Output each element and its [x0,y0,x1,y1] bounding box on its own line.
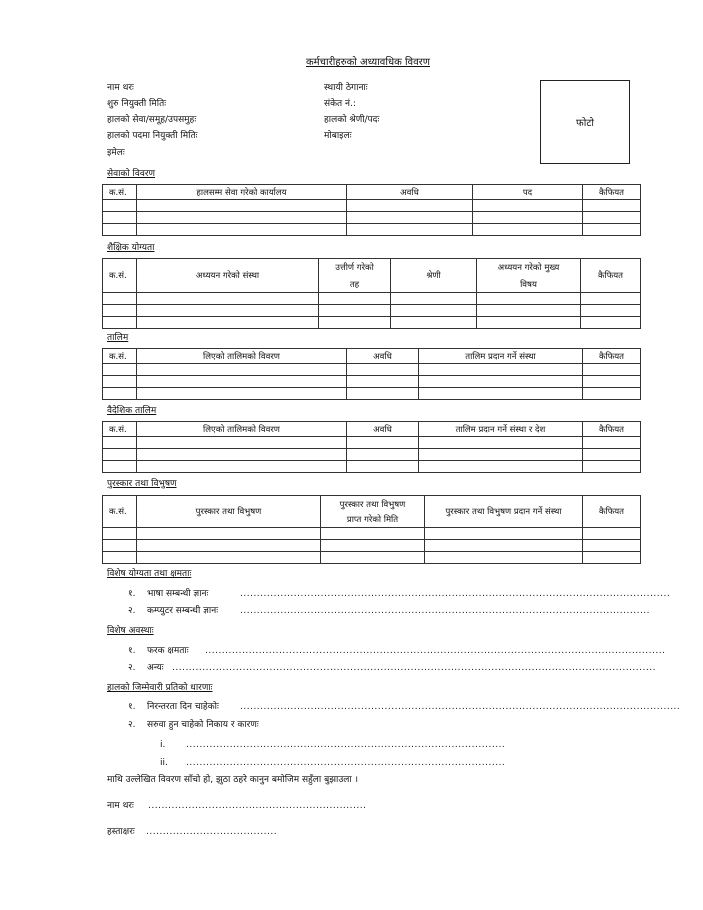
table-header-row [103,422,641,437]
training-table [102,348,641,400]
table-cell[interactable] [103,305,137,317]
header-line: प्राप्त गरेको मिति [346,514,399,525]
table-row [103,364,641,376]
skill-item-num: १. [128,589,136,599]
responsibility-item-num: २. [128,720,136,730]
table-cell[interactable] [419,376,583,388]
table-cell[interactable] [103,461,137,473]
table-header: कैफियत [583,185,641,200]
table-row [103,212,641,224]
table-cell[interactable] [347,212,473,224]
header-line: अध्ययन गरेको मुख्य [497,262,560,273]
continue-field[interactable]: ................................................................................................................................... [240,702,681,712]
table-header: तालिम प्रदान गर्ने संस्था र देश [419,422,583,437]
service-section-title: सेवाको विवरण [107,169,156,179]
table-cell[interactable] [137,317,319,329]
table-cell[interactable] [137,540,321,552]
foreign-training-table [102,421,641,473]
table-cell[interactable] [319,305,391,317]
continue-label: निरन्तरता दिन चाहेकोः [147,702,219,712]
table-cell[interactable] [347,461,419,473]
table-cell[interactable] [583,552,641,564]
table-cell[interactable] [583,376,641,388]
table-row [103,224,641,236]
table-cell[interactable] [103,552,137,564]
photo-label: फोटो [576,118,594,129]
table-cell[interactable] [583,437,641,449]
table-cell[interactable] [419,449,583,461]
table-cell[interactable] [477,293,581,305]
header-line: पुरस्कार तथा विभुषण [339,499,406,510]
training-section-title: तालिम [107,333,129,343]
table-row [103,552,641,564]
transfer-reason-field[interactable]: ............................................................................................... [186,740,506,750]
table-header: हालसम्म सेवा गरेको कार्यालय [137,185,347,200]
table-header: लिएको तालिमको विवरण [137,422,347,437]
table-header: कैफियत [583,422,641,437]
table-cell[interactable] [583,461,641,473]
foreign-training-section-title: वैदेशिक तालिम [107,406,157,416]
photo-box [540,80,630,164]
table-cell[interactable] [103,449,137,461]
table-cell[interactable] [583,449,641,461]
table-cell[interactable] [477,317,581,329]
table-cell[interactable] [103,293,137,305]
table-header-row [103,349,641,364]
table-row [103,437,641,449]
table-header [321,496,425,528]
transfer-sub-num: ii. [160,758,168,768]
table-header: तालिम प्रदान गर्ने संस्था [419,349,583,364]
table-row [103,449,641,461]
page-title: कर्मचारीहरुको अध्यावधिक विवरण [306,57,430,68]
table-header: क.सं. [103,259,137,293]
table-cell[interactable] [473,200,583,212]
table-header: लिएको तालिमको विवरण [137,349,347,364]
transfer-reason-field[interactable]: ............................................................................................... [186,758,506,768]
table-cell[interactable] [137,449,347,461]
other-label: अन्यः [147,663,164,673]
table-cell[interactable] [583,224,641,236]
table-cell[interactable] [103,200,137,212]
language-knowledge-label: भाषा सम्बन्धी ज्ञानः [147,589,209,599]
table-row [103,461,641,473]
table-cell[interactable] [425,552,583,564]
education-table [102,258,641,329]
table-header: कैफियत [583,349,641,364]
table-cell[interactable] [137,293,319,305]
declaration-text: माथि उल्लेखित विवरण साँचो हो, झुठा ठहरे कानुन बमोजिम सहुँला बुझाउला । [107,775,359,785]
table-cell[interactable] [103,437,137,449]
table-cell[interactable] [391,317,477,329]
table-cell[interactable] [473,224,583,236]
table-cell[interactable] [103,364,137,376]
table-cell[interactable] [473,212,583,224]
table-cell[interactable] [419,461,583,473]
table-header [319,259,391,293]
table-cell[interactable] [477,305,581,317]
header-line: उत्तीर्ण गरेको [335,262,374,273]
table-cell[interactable] [319,293,391,305]
table-row [103,376,641,388]
table-cell[interactable] [419,388,583,400]
table-header: अवधि [347,349,419,364]
post-appoint-date-label: हालको पदमा नियुक्ती मितिः [107,131,198,141]
special-skills-title: विशेष योग्यता तथा क्षमताः [107,569,192,579]
name-label: नाम थरः [107,83,134,93]
table-cell[interactable] [137,305,319,317]
table-cell[interactable] [391,293,477,305]
table-cell[interactable] [583,388,641,400]
table-header: अवधि [347,422,419,437]
awards-table [102,495,641,564]
table-header: क.सं. [103,422,137,437]
table-header: पुरस्कार तथा विभुषण [137,496,321,528]
computer-knowledge-field[interactable]: .......................................................................................................................... [240,606,651,616]
table-cell[interactable] [103,376,137,388]
special-condition-title: विशेष अवस्थाः [107,626,154,636]
table-cell[interactable] [347,200,473,212]
email-label: इमेलः [107,148,125,158]
different-ability-label: फरक क्षमताः [147,646,189,656]
table-header: क.सं. [103,185,137,200]
table-cell[interactable] [103,317,137,329]
table-cell[interactable] [137,437,347,449]
table-cell[interactable] [391,305,477,317]
start-date-label: शुरु नियुक्ती मितिः [107,99,167,109]
table-cell[interactable] [581,317,641,329]
table-header: कैफियत [583,496,641,528]
sign-name-field[interactable]: ................................................................. [148,801,367,811]
signature-field[interactable]: ....................................... [146,827,278,837]
table-cell[interactable] [583,528,641,540]
awards-section-title: पुरस्कार तथा विभुषण [107,479,177,489]
table-row [103,540,641,552]
table-cell[interactable] [583,540,641,552]
table-cell[interactable] [103,528,137,540]
responsibility-title: हालको जिम्मेवारी प्रतिको धारणाः [107,683,213,693]
table-cell[interactable] [137,200,347,212]
table-cell[interactable] [419,437,583,449]
table-cell[interactable] [347,376,419,388]
table-cell[interactable] [583,200,641,212]
permanent-address-label: स्थायी ठेगानाः [324,83,368,93]
table-row [103,317,641,329]
transfer-label: सरुवा हुन चाहेको निकाय र कारणः [147,720,259,730]
table-row [103,293,641,305]
service-group-label: हालको सेवा/समूह/उपसमुहः [107,115,197,125]
table-header: कैफियत [581,259,641,293]
other-field[interactable]: ................................................................................................................................................ [172,663,656,673]
current-level-label: हालको श्रेणी/पदः [324,115,380,125]
table-cell[interactable] [425,540,583,552]
table-header-row [103,259,641,293]
table-row [103,200,641,212]
table-cell[interactable] [581,305,641,317]
different-ability-field[interactable]: ......................................................................................................................................... [205,646,666,656]
table-header: पद [473,185,583,200]
responsibility-item-num: १. [128,702,136,712]
table-cell[interactable] [137,388,347,400]
table-cell[interactable] [347,224,473,236]
table-cell[interactable] [583,212,641,224]
table-row [103,388,641,400]
table-cell[interactable] [347,449,419,461]
table-cell[interactable] [419,364,583,376]
table-cell[interactable] [137,364,347,376]
table-cell[interactable] [137,552,321,564]
sign-name-label: नाम थरः [107,801,134,811]
table-header: पुरस्कार तथा विभुषण प्रदान गर्ने संस्था [425,496,583,528]
table-header: अध्ययन गरेको संस्था [137,259,319,293]
education-section-title: शैक्षिक योग्यता [107,243,155,253]
table-cell[interactable] [103,540,137,552]
table-cell[interactable] [103,224,137,236]
table-header-row [103,496,641,528]
table-cell[interactable] [347,364,419,376]
table-cell[interactable] [347,388,419,400]
table-cell[interactable] [137,461,347,473]
service-table [102,184,641,236]
table-cell[interactable] [347,437,419,449]
table-cell[interactable] [137,376,347,388]
table-cell[interactable] [319,317,391,329]
code-no-label: संकेत नं.: [324,99,356,109]
table-row [103,528,641,540]
transfer-sub-num: i. [160,740,166,750]
table-row [103,305,641,317]
table-cell[interactable] [137,224,347,236]
table-cell[interactable] [321,552,425,564]
table-header-row [103,185,641,200]
table-cell[interactable] [425,528,583,540]
table-cell[interactable] [103,212,137,224]
signature-label: हस्ताक्षरः [107,827,135,837]
table-header: श्रेणी [391,259,477,293]
table-header: क.सं. [103,496,137,528]
language-knowledge-field[interactable]: ................................................................................................................................ [240,589,671,599]
skill-item-num: २. [128,606,136,616]
table-header: अवधि [347,185,473,200]
table-cell[interactable] [321,540,425,552]
table-cell[interactable] [103,388,137,400]
table-cell[interactable] [137,212,347,224]
computer-knowledge-label: कम्प्युटर सम्बन्धी ज्ञानः [147,606,219,616]
table-header [477,259,581,293]
condition-item-num: २. [128,663,136,673]
mobile-label: मोबाइलः [324,131,352,141]
table-cell[interactable] [583,364,641,376]
table-cell[interactable] [137,528,321,540]
header-line: विषय [520,279,537,290]
header-line: तह [349,279,360,290]
table-header: क.सं. [103,349,137,364]
condition-item-num: १. [128,646,136,656]
table-cell[interactable] [321,528,425,540]
table-cell[interactable] [581,293,641,305]
